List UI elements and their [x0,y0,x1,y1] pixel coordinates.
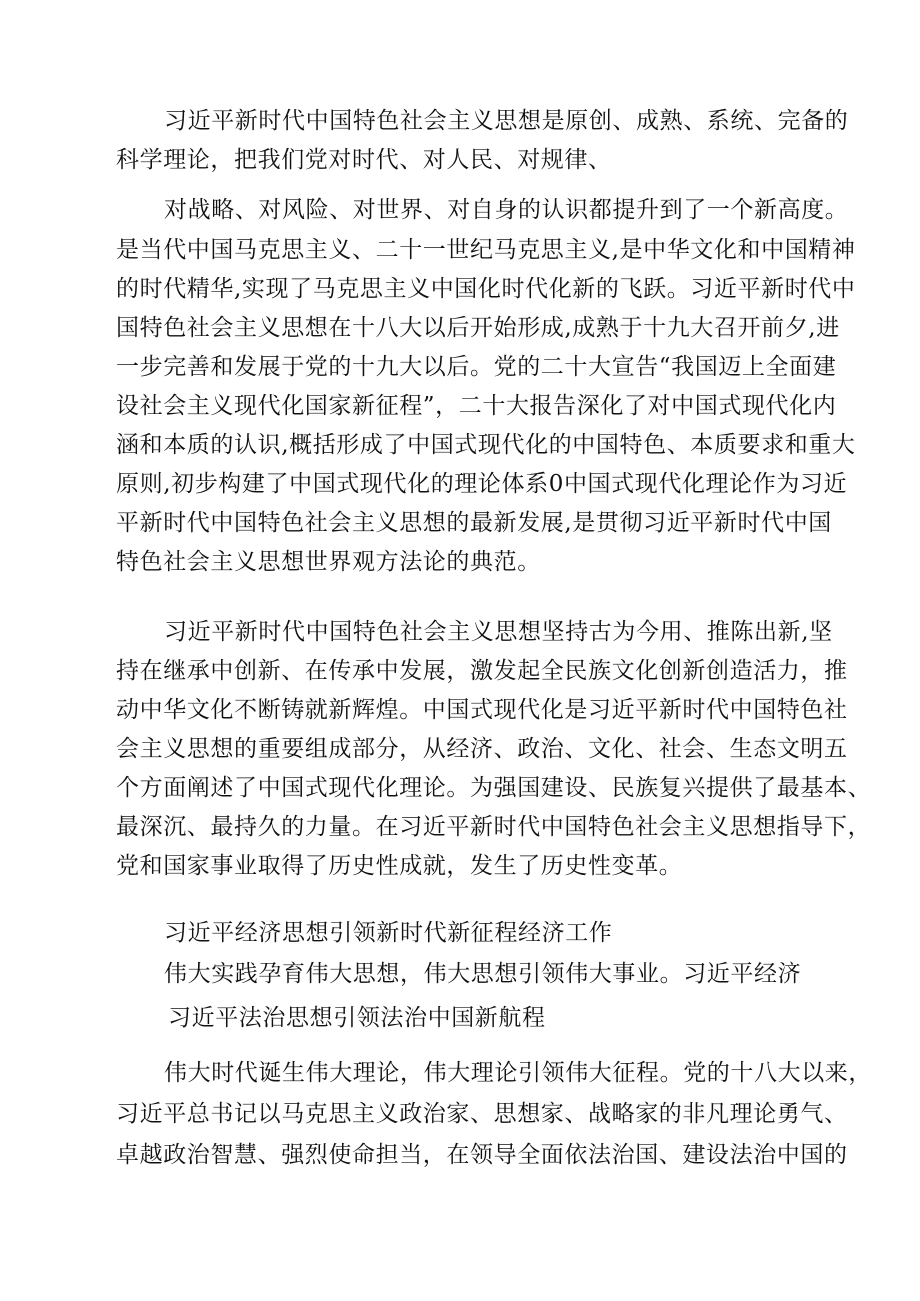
text-line: 习近平新时代中国特色社会主义思想是原创、成熟、系统、完备的 [164,108,849,134]
text-line: 涵和本质的认识,概括形成了中国式现代化的中国特色、本质要求和重大 [116,432,856,458]
text-line: 平新时代中国特色社会主义思想的最新发展,是贯彻习近平新时代中国 [116,510,832,536]
text-line: 对战略、对风险、对世界、对自身的认识都提升到了一个新高度。 [164,197,849,223]
text-line: 伟大实践孕育伟大思想，伟大思想引领伟大事业。习近平经济 [164,961,802,987]
text-line: 设社会主义现代化国家新征程”，二十大报告深化了对中国式现代化内 [116,393,837,419]
text-line: 习近平新时代中国特色社会主义思想坚持古为今用、推陈出新,坚 [164,619,833,645]
text-line: 会主义思想的重要组成部分，从经济、政治、文化、社会、生态文明五 [116,736,848,762]
text-line: 卓越政治智慧、强烈使命担当，在领导全面依法治国、建设法治中国的 [116,1142,848,1168]
text-line: 个方面阐述了中国式现代化理论。为强国建设、民族复兴提供了最基本、 [116,775,872,801]
section-heading: 习近平经济思想引领新时代新征程经济工作 [164,920,613,946]
text-line: 国特色社会主义思想在十八大以后开始形成,成熟于十九大召开前夕,进 [116,315,840,341]
text-line: 动中华文化不断铸就新辉煌。中国式现代化是习近平新时代中国特色社 [116,697,848,723]
text-line: 特色社会主义思想世界观方法论的典范。 [116,549,541,575]
text-line: 是当代中国马克思主义、二十一世纪马克思主义,是中华文化和中国精神 [116,237,856,263]
section-heading: 习近平法治思想引领法治中国新航程 [168,1005,546,1031]
text-line: 的时代精华,实现了马克思主义中国化时代化新的飞跃。习近平新时代中 [116,276,856,302]
text-line: 党和国家事业取得了历史性成就，发生了历史性变革。 [116,853,683,879]
text-line: 持在继承中创新、在传承中发展，激发起全民族文化创新创造活力，推 [116,658,848,684]
text-line: 习近平总书记以马克思主义政治家、思想家、战略家的非凡理论勇气、 [116,1101,848,1127]
text-line: 一步完善和发展于党的十九大以后。党的二十大宣告“我国迈上全面建 [116,354,837,380]
text-line: 最深沉、最持久的力量。在习近平新时代中国特色社会主义思想指导下， [116,814,872,840]
text-line: 伟大时代诞生伟大理论，伟大理论引领伟大征程。党的十八大以来， [164,1060,872,1086]
text-line: 原则,初步构建了中国式现代化的理论体系0中国式现代化理论作为习近 [116,471,848,497]
text-line: 科学理论，把我们党对时代、对人民、对规律、 [116,147,612,173]
